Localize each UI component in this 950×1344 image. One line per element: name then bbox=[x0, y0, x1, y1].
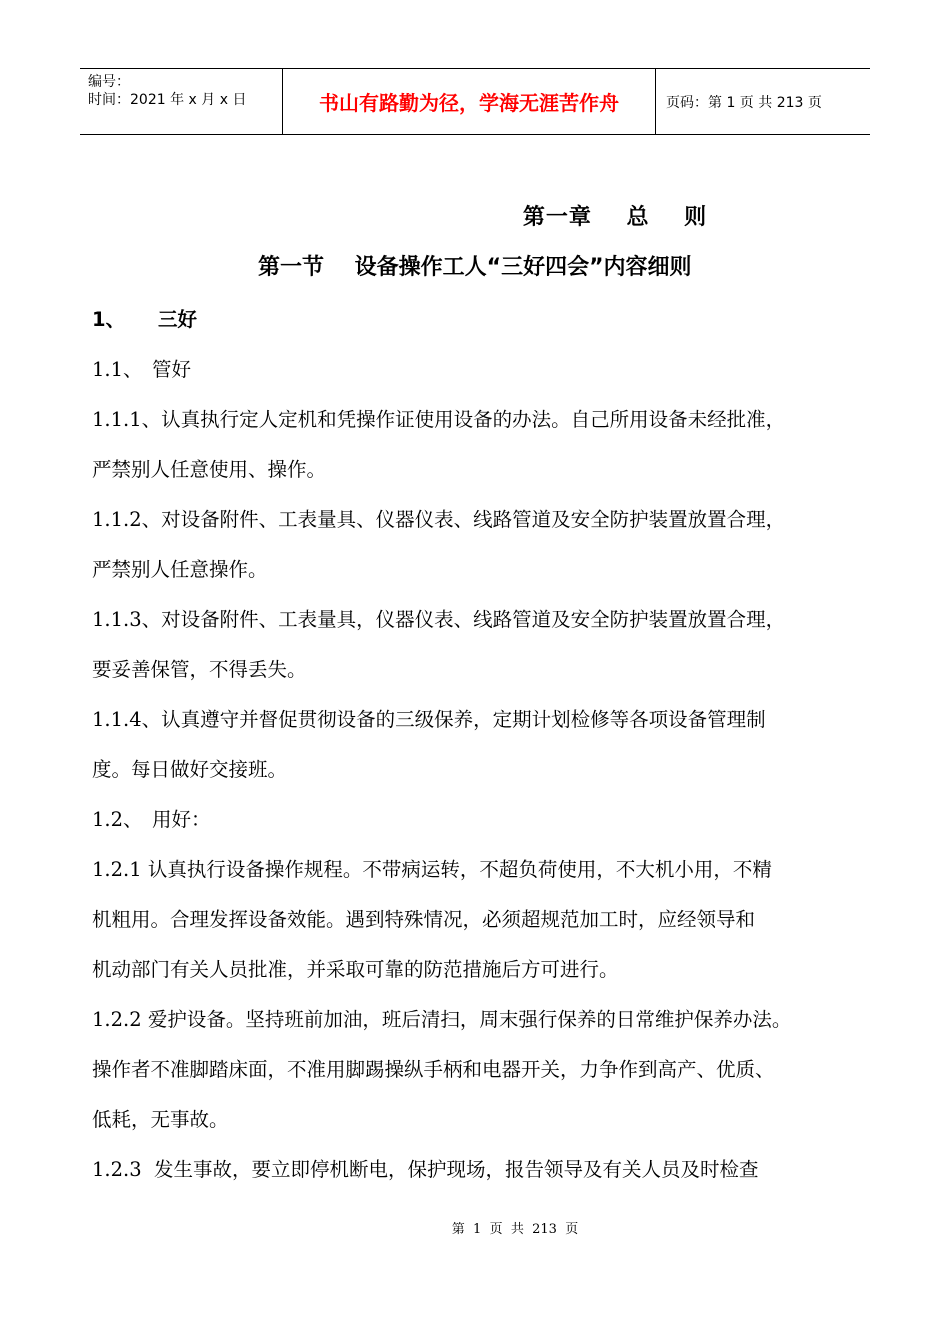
subheading-1-2-number: 1.2、 bbox=[92, 808, 143, 831]
paragraph-line: 1.1.2、对设备附件、工表量具、仪器仪表、线路管道及安全防护装置放置合理， bbox=[92, 508, 786, 531]
paragraph-line: 1.2.3 发生事故，要立即停机断电，保护现场，报告领导及有关人员及时检查 bbox=[92, 1158, 759, 1181]
paragraph-line: 1.2.2 爱护设备。坚持班前加油，班后清扫，周末强行保养的日常维护保养办法。 bbox=[92, 1008, 792, 1031]
paragraph-line: 操作者不准脚踏床面，不准用脚踢操纵手柄和电器开关，力争作到高产、优质、 bbox=[92, 1058, 775, 1081]
chapter-title: 第一章 总 则 bbox=[522, 205, 708, 230]
subheading-1-1-number: 1.1、 bbox=[92, 358, 143, 381]
header-page-info: 页码：第 1 页 共 213 页 bbox=[666, 94, 822, 111]
heading-1-text: 三好 bbox=[158, 308, 198, 331]
paragraph-line: 1.1.4、认真遵守并督促贯彻设备的三级保养，定期计划检修等各项设备管理制 bbox=[92, 708, 766, 731]
paragraph-line: 低耗，无事故。 bbox=[92, 1108, 229, 1131]
header-motto: 书山有路勤为径，学海无涯苦作舟 bbox=[282, 69, 656, 134]
heading-1 bbox=[92, 295, 876, 345]
paragraph-line: 严禁别人任意操作。 bbox=[92, 558, 268, 581]
subheading-1-2 bbox=[92, 795, 876, 845]
document-body bbox=[92, 295, 876, 1195]
heading-1-number: 1、 bbox=[92, 308, 126, 331]
header-meta bbox=[80, 69, 282, 134]
subheading-1-2-text: 用好： bbox=[152, 808, 211, 831]
paragraph-line: 1.1.1、认真执行定人定机和凭操作证使用设备的办法。自己所用设备未经批准， bbox=[92, 408, 786, 431]
page-footer: 第 1 页 共 213 页 bbox=[451, 1222, 579, 1237]
paragraph-line: 严禁别人任意使用、操作。 bbox=[92, 458, 327, 481]
subheading-1-1 bbox=[92, 345, 876, 395]
paragraph-line: 机粗用。合理发挥设备效能。遇到特殊情况，必须超规范加工时，应经领导和 bbox=[92, 908, 756, 931]
paragraph-line: 机动部门有关人员批准，并采取可靠的防范措施后方可进行。 bbox=[92, 958, 619, 981]
subheading-1-1-text: 管好 bbox=[152, 358, 192, 381]
paragraph-line: 度。每日做好交接班。 bbox=[92, 758, 288, 781]
section-title: 第一节 设备操作工人“三好四会”内容细则 bbox=[258, 255, 692, 280]
time-label: 时间：2021 年 x 月 x 日 bbox=[88, 92, 247, 108]
page-header bbox=[80, 68, 870, 135]
paragraph-line: 1.2.1 认真执行设备操作规程。不带病运转，不超负荷使用，不大机小用，不精 bbox=[92, 858, 772, 881]
paragraph-line: 1.1.3、对设备附件、工表量具，仪器仪表、线路管道及安全防护装置放置合理， bbox=[92, 608, 786, 631]
number-label: 编号： bbox=[88, 74, 130, 90]
paragraph-line: 要妥善保管，不得丢失。 bbox=[92, 658, 307, 681]
